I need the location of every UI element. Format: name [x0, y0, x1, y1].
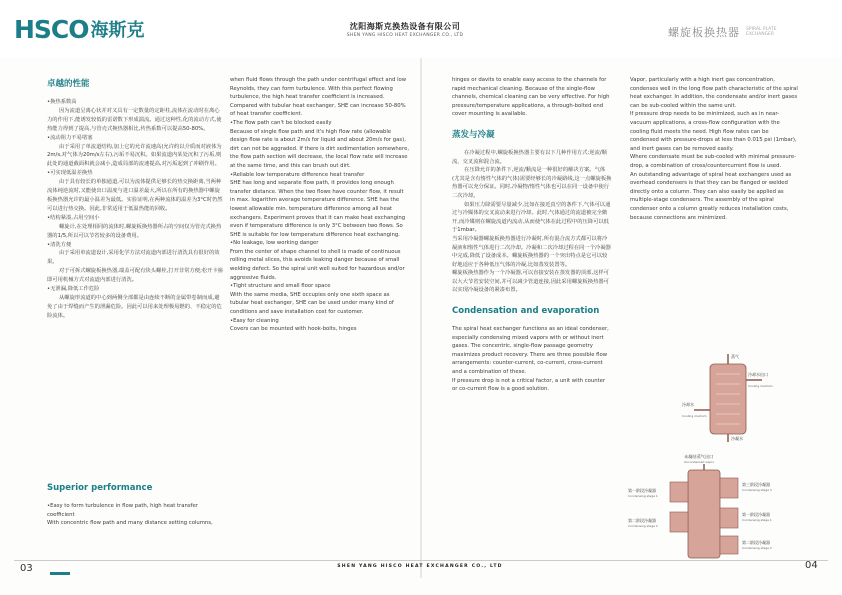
- paragraph: Where condensate must be sub-cooled with minimal pressure-drop, a combination of cross/countercurrent flow is used.: [630, 154, 797, 169]
- paragraph: SHE has long and separate flow path, it provides long enough transfer distance. When the two flows have counter flow, it result in max. logarithm average temperature difference. SHE has the lowest allowable min. temperature difference among all heat exchangers. Experiment proves that it can make heat exchanging even if temperature difference is only 3°C between two flows. So SHE is suitable for low temperature difference heat exchanging.: [230, 180, 406, 238]
- paragraph: •结构紧凑,占用空间小: [47, 214, 100, 221]
- stage-unit-right: [720, 478, 738, 498]
- label-vapor: 蒸气: [731, 354, 739, 359]
- paragraph: •Easy for cleaning: [230, 317, 279, 324]
- page-number-right: 04: [805, 560, 818, 571]
- logo-wordmark: HSCO: [14, 14, 89, 44]
- paragraph: •可实现低温差换热: [47, 170, 93, 177]
- label-cooling-inlet-en: Cooling medium: [682, 414, 707, 418]
- paragraph: •Easy to form turbulence in flow path, high heat transfer coefficient: [47, 503, 198, 518]
- stage-label-en: Condensing stage 1: [742, 518, 772, 522]
- paragraph: From the center of shape channel to shell is made of continuous rolling metal slices, this avoids leaking danger because of small welding defect. So the spiral unit well suited for hazardous and/or aggressive fluids.: [230, 248, 405, 281]
- column-1: [47, 76, 224, 531]
- section-subtitle: SPIRAL PLATE EXCHANGER: [746, 27, 777, 37]
- company-block: [330, 21, 480, 38]
- multistage-condenser-diagram: [628, 452, 812, 564]
- label-uncondensed-en: Uncondensed vapor: [684, 460, 714, 464]
- column-2: [230, 76, 410, 531]
- footer-company: SHEN YANG HISCO HEAT EXCHANGER CO., LTD: [337, 564, 503, 569]
- heading-performance-en: Superior performance: [47, 483, 153, 493]
- stage-label-en: Condensing stage 2: [742, 546, 772, 550]
- label-uncondensed: 未凝结蒸气出口: [684, 454, 714, 459]
- paragraph: If pressure drop needs to be minimized, such as in near-vacuum applications, a cross-flow configuration with the cooling fluid meets the need. High flow rates can be condensed with pressure-drops at less than 0.015 psi (1mbar), and inert gases can be removed easily.: [630, 111, 797, 152]
- footer-accent: [50, 572, 70, 575]
- paragraph: 由于具有较长的单独通道,可以为流体提供足够长的热交换距离,当两种流体纯逆流时,又能使出口温度与进口温差最大,所以在所有的换热器中螺旋板换热器允许的最小温差为最低。实验证明,在两种流体的温差为3°C时仍然可以进行热交换。因此,非常适用于低温热能的回收。: [47, 179, 223, 212]
- paragraph: Because of single flow path and it's high flow rate (allowable design flow rate is about 2m/s for liquid and about 20m/s for gas), dirt can not be aggraded. If there is dirt sedimentation somewhere, the flow path section will decrease, the local flow rate will increase at the same time, and this can brush out dirt.: [230, 128, 410, 169]
- page-number-left: 03: [20, 563, 33, 574]
- paragraph: The spiral heat exchanger functions as an ideal condenser, especially condensing mixed vapors with or without inert gases. The concentric, single-flow passage geometry maximizes product recovery. There are three possible flow arrangements: counter-current, co-current, cross-current and a combination of these.: [452, 326, 609, 376]
- label-condensate: 冷凝水: [731, 436, 743, 441]
- paragraph: •无泄漏,降低工作危险: [47, 286, 100, 293]
- paragraph: •清洗方便: [47, 241, 72, 248]
- paragraph: 对于可拆式螺旋板换热器,端盖可配有快头螺栓,打开非常方便;松开卡箍即可用机械方式对流道内部进行清洗。: [47, 268, 224, 284]
- stage-label: 第一阶段冷凝器: [742, 512, 770, 517]
- paragraph: 螺旋板换热器作为一个冷凝器,可以直接安装在蒸发器的顶部,这样可以大大节省安装空间,并可以减少管道连接,因此采用螺旋板换热器可以实现冷凝设备的紧凑布置。: [452, 270, 609, 294]
- paragraph: 因为流道呈离心状并对又具有一定数量的定距柱,流体在流动时在离心力的作用下,能诱发较低的雷诺数下形成湍流。通过这种性,化的流动方式,使热能力得到了提高,与管壳式换热器相比,传热系数可以提高50-80%。: [47, 107, 222, 132]
- paragraph: 螺旋计,在处理相同的流体时,螺旋板换热器所占的空间仅为管壳式换热器的1/5,所以可以节省较多的设备费用。: [47, 223, 222, 239]
- company-name-en: SHEN YANG HISCO HEAT EXCHANGER CO., LTD: [346, 33, 464, 38]
- stage-unit-left: [670, 512, 688, 532]
- paragraph: With concentric flow path and many distance setting columns,: [47, 520, 213, 527]
- paragraph: •No leakage, low working danger: [230, 240, 319, 247]
- logo-chinese: 海斯克: [90, 20, 145, 41]
- stage-label-en: Condensing stage 3: [742, 488, 772, 492]
- stage-label: 第二阶段冷凝器: [628, 518, 656, 523]
- paragraph: •流动阻力不易堵塞: [47, 134, 93, 141]
- page-spine: [420, 58, 422, 578]
- column-1-en: [47, 482, 224, 532]
- paragraph: If pressure drop is not a critical factor, a unit with counter or co-current flow is a good solution.: [452, 377, 606, 393]
- column-3: [452, 76, 612, 531]
- paragraph: 从螺旋形流道的中心到两侧全部都是由连续不断的金属带卷制而成,避免了由于焊缝而产生的泄漏危险。因此可以用来处理极易燃的、不稳定的危险流体。: [47, 294, 222, 319]
- paragraph: •The flow path can't be blocked easily: [230, 119, 332, 126]
- paragraph: 在压降允许的条件下,逆流/顺流是一种很好的解决方案。气体(尤其是含有惰性气体的气体)需要经够长的冷凝路线,这一点螺旋板换热器可以充分保证。同时,冷凝物/惰性气体也可以在同一设备中使行二次冷却。: [452, 167, 612, 199]
- company-name-cn: 沈阳海斯克换热设备有限公司: [349, 22, 461, 31]
- label-cooling-outlet: 冷却水出口: [748, 372, 768, 377]
- label-cooling-outlet-en: Cooling medium: [748, 384, 773, 388]
- footer-rule: [14, 560, 828, 561]
- paragraph: hinges or davits to enable easy access to the channels for rapid mechanical cleaning. Because of the single-flow channels, chemical cleaning can be very effective. For high pressure/temperature applications, a through-bolted end cover mounting is available.: [452, 77, 610, 118]
- paragraph: 由于采用了单流道结构,加上它的允许流速高(允许约以介质而对液体为2m/s,对气体为20m/s左右),污垢不易沉积。如果流道内某处沉积了污垢,则此处的通道截面积就会减小,造成局部的流速提高,对污垢起到了冲刷作用。: [47, 143, 222, 168]
- stage-unit-right: [720, 508, 738, 528]
- stage-label: 第三阶段冷凝器: [742, 482, 770, 487]
- vessel-body: [710, 364, 746, 434]
- section-title-block: [668, 24, 786, 40]
- heading-condensation-en: Condensation and evaporation: [452, 306, 600, 317]
- condenser-diagram: [682, 350, 774, 445]
- stage-label: 第二阶段冷凝器: [742, 540, 770, 545]
- stage-label-en: Condensing stage 1: [628, 494, 658, 498]
- stage-label-en: Condensing stage 2: [628, 524, 658, 528]
- label-cooling-inlet: 冷却水: [682, 402, 694, 407]
- paragraph: •Reliable low temperature difference heat transfer: [230, 171, 365, 178]
- paragraph: •Tight structure and small floor space: [230, 283, 331, 290]
- logo: [14, 14, 145, 44]
- heading-performance-cn: 卓越的性能: [47, 79, 90, 89]
- paragraph: •换热系数高: [47, 99, 77, 105]
- stage-unit-right: [720, 536, 738, 554]
- paragraph: Vapor, particularly with a high inert gas concentration, condenses well in the long flow path characteristic of the spiral heat exchanger. In addition, the condensate and/or inert gases can be sub-cooled within the same unit.: [630, 77, 798, 109]
- column-shell: [688, 470, 720, 558]
- stage-unit-left: [670, 482, 688, 502]
- paragraph: With the same media, SHE occupies only one sixth space as tubular heat exchanger, SHE can be used under many kind of conditions and save installation cost for customer.: [230, 291, 394, 316]
- column-4: [630, 76, 798, 346]
- paragraph: Covers can be mounted with hook-bolts, hinges: [230, 326, 357, 333]
- paragraph: 在冷凝过程中,螺旋板换热器主要有以下几种作用方式:逆流/顺流、交叉流和混合流。: [452, 149, 607, 165]
- stage-label: 第一阶段冷凝器: [628, 488, 656, 493]
- paragraph: 由于采用单流道设计,采用化学方法对流道内部进行清洗具有很好的效果。: [47, 250, 220, 266]
- paragraph: An outstanding advantage of spiral heat exchangers used as overhead condensers is that they can be flanged or welded directly onto a column. They can also easily be applied as multiple-stage condensers. The assembly of the spiral condenser onto a column greatly reduces installation costs, because connections are minimized.: [630, 171, 792, 221]
- paragraph: when fluid flows through the path under centrifugal effect and low Reynolds, they can form turbulence. With this perfect flowing turbulence, the high heat transfer coefficient is increased. Compared with tubular heat exchanger, SHE can increase 50-80% of heat transfer coefficient.: [230, 77, 407, 118]
- paragraph: 当采用冷凝器螺旋板换热器进行冷凝时,所有混合流方式都可以将冷凝液和惰性气体进行二次冷却。冷凝和二次冷却过程在同一个冷凝器中完成,降低了设备成本。螺旋板换热器的一个突出特点是它可以较好地适应于各种低压气体的冷凝,比如蒸发装置等。: [452, 235, 611, 268]
- heading-condensation-cn: 蒸发与冷凝: [452, 129, 495, 140]
- section-title: 螺旋板换热器: [668, 26, 740, 39]
- page-header: [0, 0, 842, 58]
- paragraph: 如果压力降需要尽量减少,比如在接近真空的条件下,气体可以通过与冷媒体的交叉流动来进行冷却。此时,气体通过的流道被完全敞开,而冷媒则在螺旋流道内流动,从而使气体在此过程中的压降可以低于1mbar。: [452, 201, 611, 234]
